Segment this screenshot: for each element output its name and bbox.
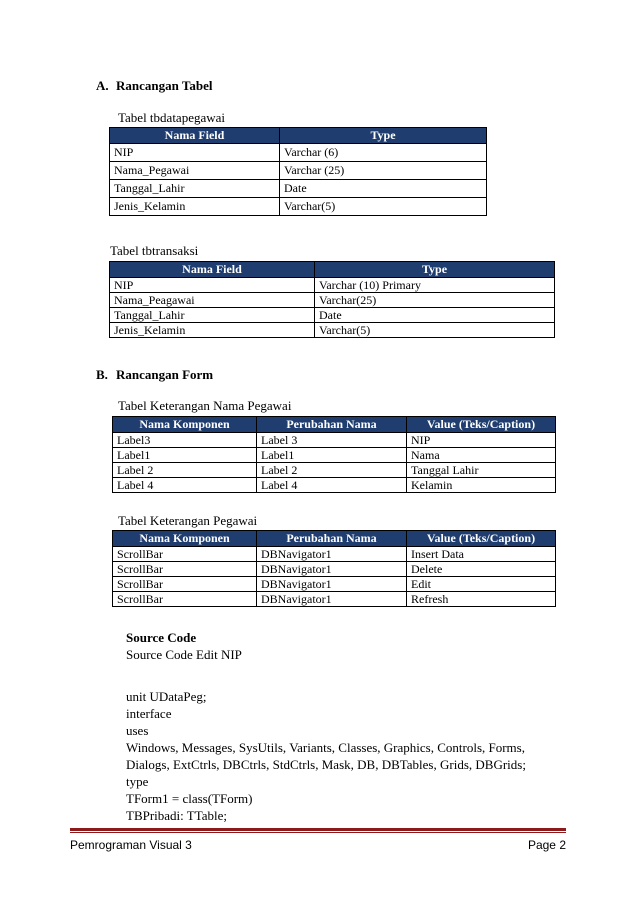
- table-cell: Insert Data: [407, 547, 556, 562]
- footer-page-number: Page 2: [527, 838, 566, 852]
- table-cell: DBNavigator1: [257, 592, 407, 607]
- table-header-cell: Perubahan Nama: [257, 531, 407, 547]
- table-header-row: [113, 531, 556, 547]
- table-header-row: [110, 262, 555, 278]
- table-cell: Tanggal_Lahir: [110, 180, 280, 198]
- table-row: [110, 162, 487, 180]
- table3-caption: Tabel Keterangan Nama Pegawai: [118, 398, 292, 413]
- footer-divider-thick: [70, 828, 566, 831]
- table-cell: DBNavigator1: [257, 547, 407, 562]
- code-line: TBPribadi: TTable;: [126, 808, 228, 823]
- source-code-heading: Source Code: [126, 630, 197, 645]
- table-cell: Label 4: [113, 478, 257, 493]
- table-cell: Nama_Pegawai: [110, 162, 280, 180]
- table-row: [113, 463, 556, 478]
- table-cell: DBNavigator1: [257, 577, 407, 592]
- table-cell: Jenis_Kelamin: [110, 323, 315, 338]
- section-b-number: B.: [96, 367, 108, 382]
- table-cell: Varchar (10) Primary: [315, 278, 555, 293]
- table-cell: Refresh: [407, 592, 556, 607]
- section-a-number: A.: [96, 78, 109, 93]
- table-cell: Nama_Peagawai: [110, 293, 315, 308]
- table-cell: Label 3: [257, 433, 407, 448]
- table-row: [113, 478, 556, 493]
- table-cell: Varchar (25): [280, 162, 487, 180]
- table-cell: ScrollBar: [113, 562, 257, 577]
- table-cell: ScrollBar: [113, 577, 257, 592]
- table-cell: Label1: [257, 448, 407, 463]
- table-header-cell: Value (Teks/Caption): [407, 417, 556, 433]
- table-cell: Delete: [407, 562, 556, 577]
- table-header-cell: Value (Teks/Caption): [407, 531, 556, 547]
- table-row: [113, 433, 556, 448]
- table-cell: Label 4: [257, 478, 407, 493]
- table-cell: Varchar (6): [280, 144, 487, 162]
- table-cell: Label1: [113, 448, 257, 463]
- table-keterangan-nama-pegawai: [112, 416, 556, 493]
- table-cell: DBNavigator1: [257, 562, 407, 577]
- table-row: [113, 577, 556, 592]
- table-cell: Date: [315, 308, 555, 323]
- table-row: [110, 278, 555, 293]
- table-cell: Tanggal Lahir: [407, 463, 556, 478]
- footer-title: Pemrograman Visual 3: [70, 838, 192, 852]
- table-cell: Kelamin: [407, 478, 556, 493]
- table2-caption: Tabel tbtransaksi: [110, 243, 199, 258]
- code-line: Dialogs, ExtCtrls, DBCtrls, StdCtrls, Mask, DB, DBTables, Grids, DBGrids;: [126, 757, 526, 772]
- table-row: [110, 180, 487, 198]
- code-line: unit UDataPeg;: [126, 689, 207, 704]
- table-header-cell: Nama Field: [110, 262, 315, 278]
- table-header-cell: Type: [315, 262, 555, 278]
- table-cell: Date: [280, 180, 487, 198]
- section-b-heading: [96, 367, 213, 383]
- table-header-row: [110, 128, 487, 144]
- table-cell: Tanggal_Lahir: [110, 308, 315, 323]
- table-tbdatapegawai: [109, 127, 487, 216]
- table1-caption: Tabel tbdatapegawai: [118, 110, 226, 125]
- table-keterangan-pegawai: [112, 530, 556, 607]
- code-line: Windows, Messages, SysUtils, Variants, Classes, Graphics, Controls, Forms,: [126, 740, 525, 755]
- table-cell: Varchar(5): [280, 198, 487, 216]
- table-cell: Nama: [407, 448, 556, 463]
- section-a-heading: [96, 78, 212, 94]
- table-cell: Label 2: [113, 463, 257, 478]
- table-header-cell: Nama Komponen: [113, 531, 257, 547]
- table-tbtransaksi: [109, 261, 555, 338]
- table-row: [113, 592, 556, 607]
- code-line: type: [126, 774, 149, 789]
- table-cell: Edit: [407, 577, 556, 592]
- table-header-cell: Type: [280, 128, 487, 144]
- table-row: [110, 144, 487, 162]
- table-header-row: [113, 417, 556, 433]
- table-cell: Varchar(5): [315, 323, 555, 338]
- section-b-title: Rancangan Form: [116, 367, 214, 382]
- section-a-title: Rancangan Tabel: [116, 78, 213, 93]
- code-line: TForm1 = class(TForm): [126, 791, 253, 806]
- table-cell: Label3: [113, 433, 257, 448]
- table-cell: ScrollBar: [113, 592, 257, 607]
- table-cell: NIP: [110, 278, 315, 293]
- table-row: [113, 448, 556, 463]
- table-row: [110, 293, 555, 308]
- table4-caption: Tabel Keterangan Pegawai: [118, 513, 258, 528]
- table-cell: NIP: [407, 433, 556, 448]
- table-row: [113, 547, 556, 562]
- table-row: [110, 308, 555, 323]
- table-header-cell: Nama Field: [110, 128, 280, 144]
- table-row: [110, 323, 555, 338]
- table-row: [110, 198, 487, 216]
- table-cell: ScrollBar: [113, 547, 257, 562]
- source-code-subheading: Source Code Edit NIP: [126, 647, 242, 662]
- code-line: uses: [126, 723, 149, 738]
- table-row: [113, 562, 556, 577]
- table-cell: Label 2: [257, 463, 407, 478]
- table-header-cell: Perubahan Nama: [257, 417, 407, 433]
- source-code-block: [126, 688, 526, 824]
- footer-divider-thin: [70, 832, 566, 833]
- table-header-cell: Nama Komponen: [113, 417, 257, 433]
- table-cell: NIP: [110, 144, 280, 162]
- table-cell: Varchar(25): [315, 293, 555, 308]
- table-cell: Jenis_Kelamin: [110, 198, 280, 216]
- code-line: interface: [126, 706, 172, 721]
